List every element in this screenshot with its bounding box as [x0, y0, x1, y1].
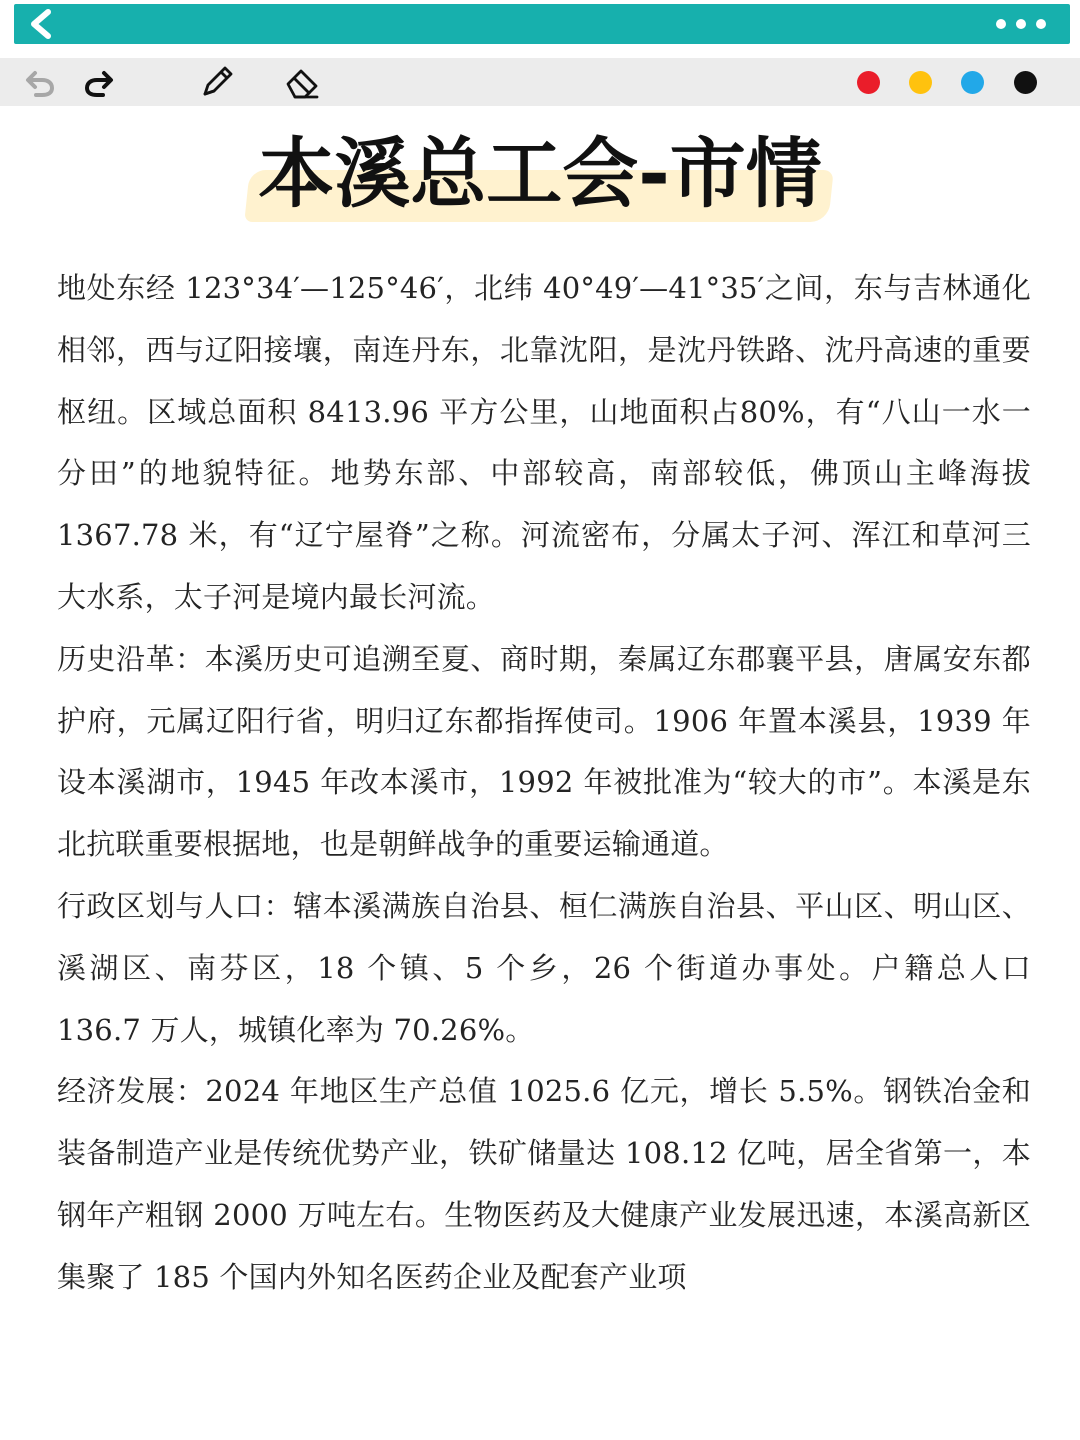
- red-color-swatch[interactable]: [857, 71, 880, 94]
- page-title: 本溪总工会-市情: [258, 129, 822, 218]
- title-area: [0, 126, 1080, 222]
- black-color-swatch[interactable]: [1014, 71, 1037, 94]
- location-paragraph: 地处东经 123°34′—125°46′，北纬 40°49′—41°35′之间，东与吉林通化相邻，西与辽阳接壤，南连丹东，北靠沈阳，是沈丹铁路、沈丹高速的重要枢纽。区域总面积 8413.96 平方公里，山地面积占80%，有“八山一水一分田”的地貌特征。地势东部、中部较高，南部较低，佛顶山主峰海拔 1367.78 米，有“辽宁屋脊”之称。河流密布，分属太子河、浑江和草河三大水系，太子河是境内最长河流。: [57, 271, 1031, 614]
- chevron-left-icon: [26, 9, 54, 39]
- yellow-color-swatch[interactable]: [909, 71, 932, 94]
- redo-icon: [83, 67, 115, 97]
- back-button[interactable]: [26, 6, 68, 42]
- more-horizontal-icon-dot: [1036, 19, 1046, 29]
- redo-button[interactable]: [79, 64, 119, 100]
- eraser-tool-button[interactable]: [282, 64, 322, 100]
- administration-population-paragraph: 行政区划与人口：辖本溪满族自治县、桓仁满族自治县、平山区、明山区、溪湖区、南芬区，18 个镇、5 个乡，26 个街道办事处。户籍总人口 136.7 万人，城镇化率为 70.26%。: [57, 888, 1031, 1047]
- more-horizontal-icon-dot: [996, 19, 1006, 29]
- drawing-toolbar: [0, 58, 1080, 106]
- eraser-icon: [282, 62, 322, 102]
- history-paragraph: 历史沿革：本溪历史可追溯至夏、商时期，秦属辽东郡襄平县，唐属安东都护府，元属辽阳行省，明归辽东都指挥使司。1906 年置本溪县，1939 年设本溪湖市，1945 年改本溪市，1992 年被批准为“较大的市”。本溪是东北抗联重要根据地，也是朝鲜战争的重要运输通道。: [57, 641, 1031, 862]
- pencil-icon: [198, 63, 236, 101]
- pencil-tool-button[interactable]: [197, 64, 237, 100]
- more-horizontal-icon-dot: [1016, 19, 1026, 29]
- blue-color-swatch[interactable]: [961, 71, 984, 94]
- economic-development-paragraph: 经济发展：2024 年地区生产总值 1025.6 亿元，增长 5.5%。钢铁冶金和装备制造产业是传统优势产业，铁矿储量达 108.12 亿吨，居全省第一，本钢年产粗钢 2000 万吨左右。生物医药及大健康产业发展迅速，本溪高新区集聚了 185 个国内外知名医药企业及配套产业项: [57, 1074, 1031, 1294]
- more-button[interactable]: [976, 6, 1046, 42]
- article-body: [57, 258, 1031, 1440]
- undo-icon: [24, 67, 56, 97]
- top-navigation-bar: [14, 4, 1070, 44]
- undo-button[interactable]: [20, 64, 60, 100]
